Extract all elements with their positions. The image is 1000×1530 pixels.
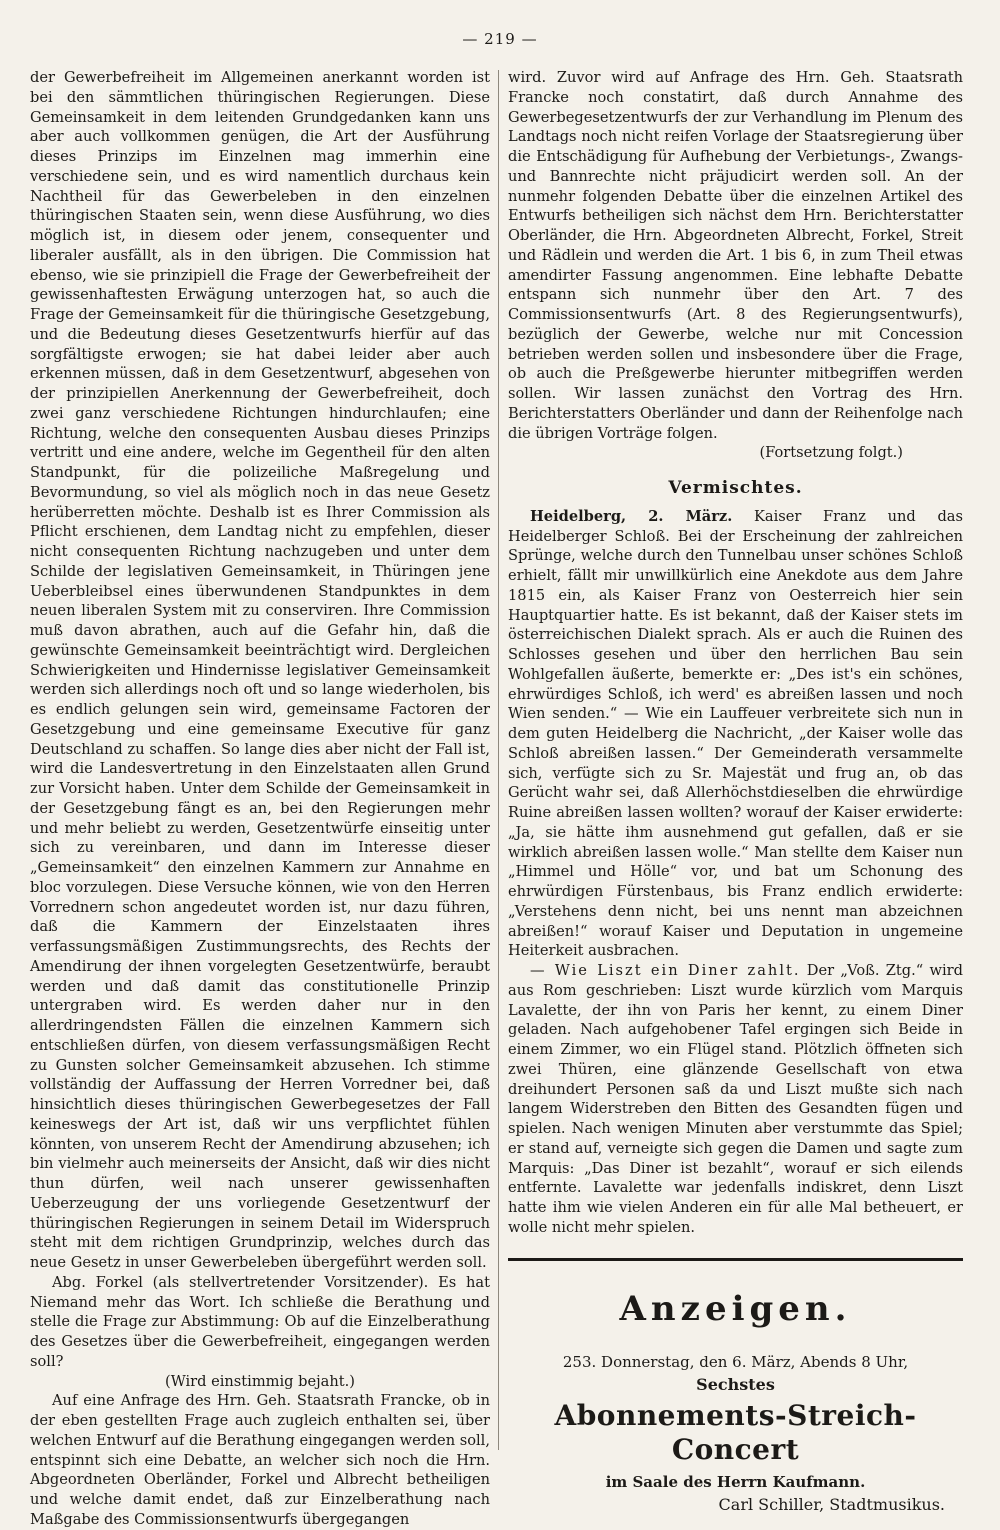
ad-title: Abonnements-Streich-Concert	[554, 1398, 917, 1466]
page-number: — 219 —	[462, 30, 538, 48]
vote-note: (Wird einstimmig bejaht.)	[165, 1372, 355, 1390]
continuation-note: (Fortsetzung folgt.)	[759, 444, 903, 462]
article-paragraph: Auf eine Anfrage des Hrn. Geh. Staatsrath Francke, ob in der eben gestellten Frage auch zugleich enthalten sei, über welchen Entwurf auf die Berathung eingegangen werden soll, entspinnt sich eine Debatte, an welcher sich noch die Hrn. Abgeordneten Oberländer, Forkel und Albrecht betheiligen und welche damit endet, daß zur Einzelberathung nach Maßgabe des Commissionsentwurfs übergegangen	[30, 1392, 490, 1528]
ad-venue: im Saale des Herrn Kaufmann.	[605, 1472, 866, 1491]
column-divider	[498, 70, 499, 1450]
news-headline: — Wie Liszt ein Diner zahlt.	[530, 962, 801, 979]
news-dateline: Heidelberg, 2. März.	[530, 507, 733, 525]
ad-date-line: 253. Donnerstag, den 6. März, Abends 8 Uhr,	[562, 1352, 909, 1371]
right-column	[508, 68, 963, 1517]
news-text: Kaiser Franz und das Heidelberger Schloß. Bei der Erscheinung der zahlreichen Sprünge, welche durch den Tunnelbau unser schönes Schloß erhielt, fällt mir unwillkürlich eine Anekdote aus dem Jahre 1815 ein, als Kaiser Franz von Oesterreich hier sein Hauptquartier hatte. Es ist bekannt, daß der Kaiser stets im österreichischen Dialekt sprach. Als er auch die Ruinen des Schlosses gesehen und über den herrlichen Bau sein Wohlgefallen äußerte, bemerkte er: „Des ist's ein schönes, ehrwürdiges Schloß, ich werd' es abreißen lassen und noch Wien senden.“ — Wie ein Lauffeuer verbreitete sich nun in dem guten Heidelberg die Nachricht, „der Kaiser wolle das Schloß abreißen lassen.“ Der Gemeinderath versammelte sich, verfügte sich zu Sr. Majestät und frug an, ob das Gerücht wahr sei, daß Allerhöchstdieselben die ehrwürdige Ruine abreißen lassen wollten? worauf der Kaiser erwiderte: „Ja, sie hätte ihm ausnehmend gut gefallen, daß er sie wirklich abreißen lassen wolle.“ Man stellte dem Kaiser nun „Himmel und Hölle“ vor, und bat um Schonung des ehrwürdigen Fürstenbaus, bis Franz endlich erwiderte: „Verstehens denn nicht, bei uns nennt man abzeichnen abreißen!“ worauf Kaiser und Deputation in ungemeine Heiterkeit ausbrachen.	[508, 507, 963, 960]
left-column	[30, 68, 490, 1530]
ad-subtitle: Sechstes	[696, 1374, 775, 1394]
article-paragraph: Abg. Forkel (als stellvertretender Vorsitzender). Es hat Niemand mehr das Wort. Ich schließe die Berathung und stelle die Frage zur Abstimmung: Ob auf die Einzelberathung des Gesetzes über die Gewerbefreiheit, eingegangen werden soll?	[30, 1273, 490, 1370]
news-item	[508, 507, 963, 961]
section-title: Vermischtes.	[668, 478, 803, 498]
news-text: Der „Voß. Ztg.“ wird aus Rom geschrieben: Liszt wurde kürzlich vom Marquis Lavalette, der ihn von Paris her kennt, zu einem Diner geladen. Nach aufgehobener Tafel ergingen sich Beide in einem Zimmer, wo ein Flügel stand. Plötzlich öffneten sich zwei Thüren, eine glänzende Gesellschaft von etwa dreihundert Personen saß da und Liszt mußte sich nach langem Widerstreben den Bitten des Gesandten fügen und spielen. Nach wenigen Minuten aber verstummte das Spiel; er stand auf, verneigte sich gegen die Damen und sagte zum Marquis: „Das Diner ist bezahlt“, worauf er sich eilends entfernte. Lavalette war jedenfalls indiskret, denn Liszt hatte ihm wie vielen Anderen ein für alle Mal betheuert, er wolle nicht mehr spielen.	[508, 962, 963, 1236]
ads-heading: Anzeigen.	[619, 1288, 852, 1329]
news-item	[508, 961, 963, 1238]
ads-divider	[508, 1258, 963, 1261]
ad-signature: Carl Schiller, Stadtmusikus.	[718, 1494, 945, 1514]
article-paragraph: der Gewerbefreiheit im Allgemeinen anerkannt worden ist bei den sämmtlichen thüringischen Regierungen. Diese Gemeinsamkeit in dem leitenden Grundgedanken kann uns aber auch vollkommen genügen, die Art der Ausführung dieses Prinzips im Einzelnen mag immerhin eine verschiedene sein, und es wird namentlich durchaus kein Nachtheil für das Gewerbeleben in den einzelnen thüringischen Staaten sein, wenn diese Ausführung, wo dies möglich ist, in diesem oder jenem, consequenter und liberaler ausfällt, als in den übrigen. Die Commission hat ebenso, wie sie prinzipiell die Frage der Gewerbefreiheit der gewissenhaftesten Erwägung unterzogen hat, so auch die Frage der Gemeinsamkeit für die thüringische Gesetzgebung, und die Bedeutung dieses Gesetzentwurfs hierfür auf das sorgfältigste erwogen; sie hat dabei leider aber auch erkennen müssen, daß in dem Gesetzentwurf, abgesehen von der prinzipiellen Anerkennung der Gewerbefreiheit, doch zwei ganz verschiedene Richtungen hindurchlaufen; eine Richtung, welche den consequenten Ausbau dieses Prinzips vertritt und eine andere, welche im Gegentheil für den alten Standpunkt, für die polizeiliche Maßregelung und Bevormundung, so viel als möglich noch in das neue Gesetz herüberretten möchte. Deshalb ist es Ihrer Commission als Pflicht erschienen, dem Landtag nicht zu empfehlen, dieser nicht consequenten Richtung nachzugeben und unter dem Schilde der legislativen Gemeinsamkeit, in Thüringen jene Ueberbleibsel eines überwundenen Standpunktes in dem neuen liberalen System mit zu conserviren. Ihre Commission muß davon abrathen, auch auf die Gefahr hin, daß die gewünschte Gemeinsamkeit beeinträchtigt wird. Dergleichen Schwierigkeiten und Hindernisse legislativer Gemeinsamkeit werden sich allerdings noch oft und so lange wiederholen, bis es endlich gelungen sein wird, gemeinsame Factoren der Gesetzgebung und eine gemeinsame Executive für ganz Deutschland zu schaffen. So lange dies aber nicht der Fall ist, wird die Landesvertretung in den Einzelstaaten allen Grund zur Vorsicht haben. Unter dem Schilde der Gemeinsamkeit in der Gesetzgebung fängt es an, bei den Regierungen mehr und mehr beliebt zu werden, Gesetzentwürfe einseitig unter sich zu vereinbaren, und dann im Interesse dieser „Gemeinsamkeit“ den einzelnen Kammern zur Annahme en bloc vorzulegen. Diese Versuche können, wie von den Herren Vorrednern schon angedeutet worden ist, nur dazu führen, daß die Kammern der Einzelstaaten ihres verfassungsmäßigen Zustimmungsrechts, des Rechts der Amendirung der ihnen vorgelegten Gesetzentwürfe, beraubt werden und daß damit das constitutionelle Prinzip untergraben wird. Es werden daher nur in den allerdringendsten Fällen die einzelnen Kammern sich entschließen dürfen, von diesem verfassungsmäßigen Recht zu Gunsten solcher Gemeinsamkeit abzusehen. Ich stimme vollständig der Auffassung der Herren Vorredner bei, daß hinsichtlich dieses thüringischen Gewerbegesetzes der Fall keineswegs der Art ist, daß wir uns verpflichtet fühlen könnten, von unserem Recht der Amendirung abzusehen; ich bin vielmehr auch meinerseits der Ansicht, daß wir dies nicht thun dürfen, weil nach unserer gewissenhaften Ueberzeugung der uns vorliegende Gesetzentwurf der thüringischen Regierungen in seinem Detail im Widerspruch steht mit dem richtigen Grundprinzip, welches durch das neue Gesetz in unser Gewerbeleben übergeführt werden soll.	[30, 69, 490, 1271]
article-paragraph: wird. Zuvor wird auf Anfrage des Hrn. Geh. Staatsrath Francke noch constatirt, daß durch Annahme des Gewerbegesetzentwurfs der zur Verhandlung im Plenum des Landtags noch nicht reifen Vorlage der Staatsregierung über die Entschädigung für Aufhebung der Verbietungs-, Zwangs- und Bannrechte nicht präjudicirt werden soll. An der nunmehr folgenden Debatte über die einzelnen Artikel des Entwurfs betheiligen sich nächst dem Hrn. Berichterstatter Oberländer, die Hrn. Abgeordneten Albrecht, Forkel, Streit und Rädlein und werden die Art. 1 bis 6, in zum Theil etwas amendirter Fassung angenommen. Eine lebhafte Debatte entspann sich nunmehr über den Art. 7 des Commissionsentwurfs (Art. 8 des Regierungsentwurfs), bezüglich der Gewerbe, welche nur mit Concession betrieben werden sollen und insbesondere über die Frage, ob auch die Preßgewerbe hierunter mitbegriffen werden sollen. Wir lassen zunächst den Vortrag des Hrn. Berichterstatters Oberländer und dann der Reihenfolge nach die übrigen Vorträge folgen.	[508, 69, 963, 442]
